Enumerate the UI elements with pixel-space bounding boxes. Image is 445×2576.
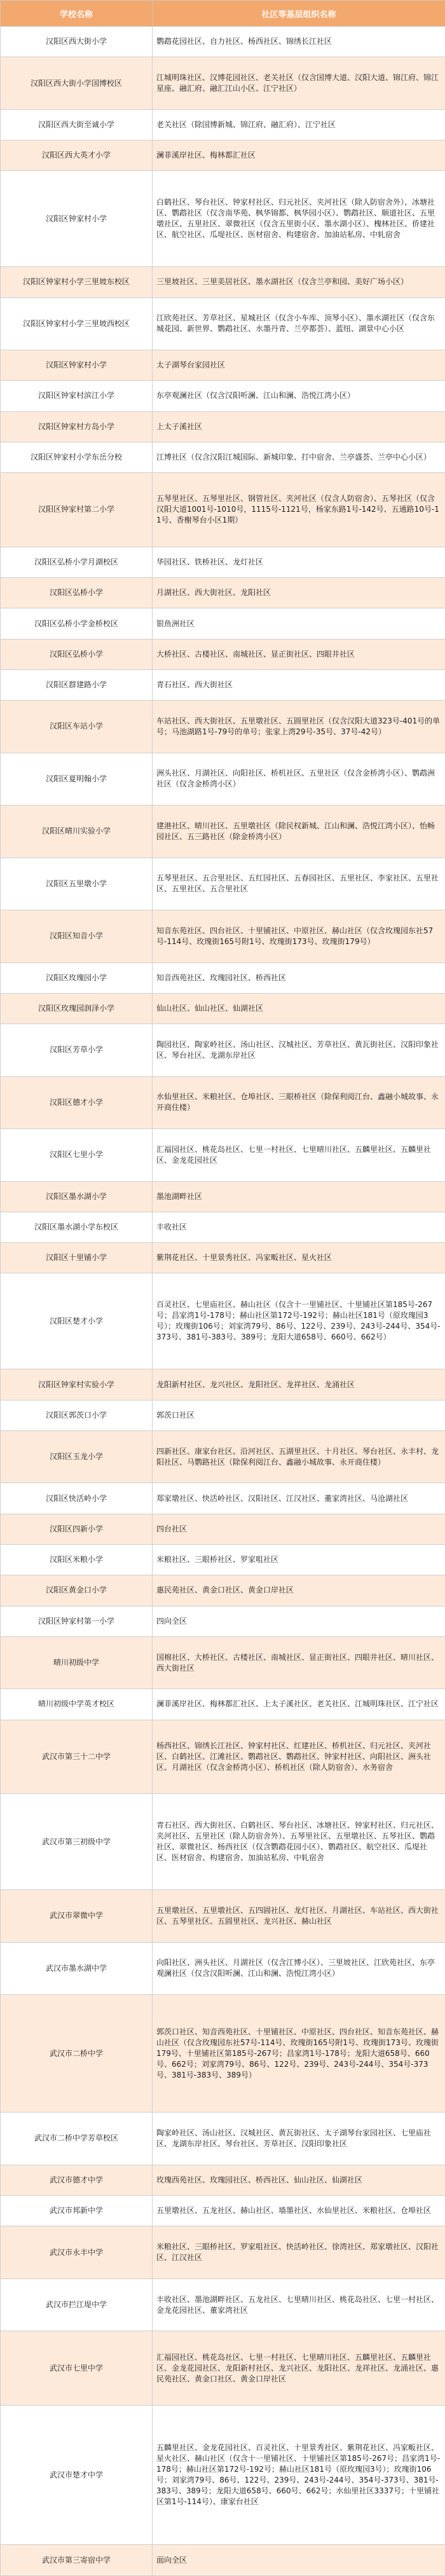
table-row xyxy=(1,109,445,140)
community-list-cell: 江博社区（仅含汉阳江城国际、新城印象、打中宿舍、兰亭盛荟、兰亭中心小区） xyxy=(153,442,445,472)
community-list-cell: 郭茨口社区、知音西苑社区、十里铺社区、中原社区、四台社区、知音东苑社区、赫山社区（仅含玫瑰园东社57号-114号、玫瑰街165号附1号、玫瑰街173号、玫瑰街179号、十里铺社区第185号-267号；昌家湾1号-178号；龙阳大道658号、660号、662号；刘家湾79号、86号、122号、239号、243号-244号、354号-373号、381号-383号、389号） xyxy=(153,1995,445,2113)
table-row xyxy=(1,1606,445,1636)
table-row xyxy=(1,2113,445,2165)
school-name-cell: 汉阳区黄金口小学 xyxy=(1,1575,153,1606)
school-name-cell: 汉阳区玫瑰园小学 xyxy=(1,963,153,993)
school-name-cell: 汉阳区米粮小学 xyxy=(1,1544,153,1575)
table-row xyxy=(1,578,445,608)
table-row xyxy=(1,1181,445,1212)
school-name-cell: 汉阳区弘桥小学 xyxy=(1,578,153,608)
school-name-cell: 汉阳区夏明翰小学 xyxy=(1,753,153,805)
school-name-cell: 汉阳区西大英才小学 xyxy=(1,140,153,171)
community-list-cell: 澜菲溪岸社区、梅林都汇社区 xyxy=(153,140,445,171)
table-row xyxy=(1,993,445,1024)
table-row xyxy=(1,805,445,858)
community-list-cell: 水仙里社区、米粮社区、仓埠社区、三眼桥社区（除保利阅江台、鑫融小城故事、永开商住楼） xyxy=(153,1076,445,1128)
table-row xyxy=(1,267,445,298)
community-list-cell: 鹦鹉花园社区、自力社区、杨西社区、锦绣长江社区 xyxy=(153,27,445,57)
community-list-cell: 太子湖琴台家园社区 xyxy=(153,350,445,380)
school-name-cell: 汉阳区钟家村小学东岳分校 xyxy=(1,442,153,472)
table-row xyxy=(1,1995,445,2113)
community-list-cell: 郑家墩社区、快活岭社区、汉阳社区、江汉社区、董家湾社区、马沧湖社区 xyxy=(153,1483,445,1514)
community-list-cell: 洲头社区、月湖社区、向阳社区、桥机社区、五里社区（仅含金桥湾小区）、鹦鹉洲社区（仅含金桥湾小区） xyxy=(153,753,445,805)
table-row xyxy=(1,411,445,442)
school-name-cell: 汉阳区芳草小学 xyxy=(1,1024,153,1076)
community-list-cell: 四向全区 xyxy=(153,1606,445,1636)
community-list-cell: 澜菲溪岸社区、梅林都汇社区、上太子溪社区、老关社区、江城明珠社区、江宁社区 xyxy=(153,1689,445,1720)
school-name-cell: 汉阳区德才小学 xyxy=(1,1076,153,1128)
school-name-cell: 武汉市第三初级中学 xyxy=(1,1794,153,1890)
table-row xyxy=(1,1369,445,1400)
table-row xyxy=(1,547,445,577)
school-name-cell: 汉阳区西大街至诚小学 xyxy=(1,109,153,140)
table-row xyxy=(1,350,445,380)
school-name-cell: 汉阳区五里墩小学 xyxy=(1,858,153,910)
community-list-cell: 老关社区（除国博新城、锦江府、融汇府）、江宁社区 xyxy=(153,109,445,140)
school-name-cell: 汉阳区弘桥小学 xyxy=(1,639,153,669)
school-name-cell: 武汉市邦新中学 xyxy=(1,2196,153,2226)
school-name-cell: 汉阳区弘桥小学金桥校区 xyxy=(1,608,153,639)
table-row xyxy=(1,1575,445,1606)
table-row xyxy=(1,1794,445,1890)
table-row xyxy=(1,1636,445,1689)
community-list-cell: 陶家岭社区、汤山社区、汉城社区、黄瓦街社区、太子湖琴台家园社区、七里庙社区、龙湖东岸社区、琴台社区、芳草社区、汉阳印象社区 xyxy=(153,2113,445,2165)
table-row xyxy=(1,701,445,753)
school-name-cell: 汉阳区钟家村小学三里坡东校区 xyxy=(1,267,153,298)
school-name-cell: 汉阳区七里小学 xyxy=(1,1129,153,1181)
community-list-cell: 上太子溪社区 xyxy=(153,411,445,442)
school-name-cell: 汉阳区钟家村小学 xyxy=(1,350,153,380)
community-list-cell: 百灵社区、七里庙社区、赫山社区（仅含十一里铺社区、十里铺社区第185号-267号；昌家湾1号-178号；赫山社区第172号-192号；赫山社区181号（原玫瑰园3号）；玫瑰街106号；刘家湾79号、86号、122号、239号、243号-244号、354号-373号、381号-383号、389号；龙阳大道658号、660号、662号） xyxy=(153,1273,445,1369)
table-row xyxy=(1,473,445,547)
table-row xyxy=(1,1514,445,1544)
table-row xyxy=(1,1243,445,1273)
community-list-cell: 汇福园社区、桃花岛社区、七里一村社区、七里晴川社区、五麟里社区、五麟里社区、金龙花园社区 xyxy=(153,1129,445,1181)
community-list-cell: 白鹤社区、琴台社区、钟家村社区、归元社区、夹河社区（除人防宿舍外）、冰塘社区、鹦鹉社区（仅含南华苑、枫华锦都、枫华园小区）、鹦鹉社区、顺道社区、五里墩社区、五里社区、翠微社区（仅含五里街小区、墨水湖小区）、槐林社区、侨建社区、航空社区、瓜堤社区、医材宿舍、构建宿舍、加油站私房、中轧宿舍 xyxy=(153,171,445,267)
school-name-cell: 武汉市第三十二中学 xyxy=(1,1720,153,1794)
school-name-cell: 晴川初级中学 xyxy=(1,1636,153,1689)
school-name-cell: 汉阳区晴川实验小学 xyxy=(1,805,153,858)
community-list-cell: 汇福园社区、桃花岛社区、七里一村社区、七里晴川社区、五麟里社区、五麟里社区、金龙花园社区、龙阳新村社区、龙兴社区、龙阳社区、龙祥社区、龙涌社区、惠民苑社区、黄金口社区、黄金口岸社区 xyxy=(153,2331,445,2406)
school-name-cell: 汉阳区快活岭小学 xyxy=(1,1483,153,1514)
community-list-cell: 四新社区、康家台社区、沿河社区、五湖里社区、十月社区、琴台社区、永丰村、龙阳社区、马鹦路社区（除保利阅江台、鑫融小城故事、永开商住楼） xyxy=(153,1430,445,1483)
table-row xyxy=(1,2405,445,2544)
community-list-cell: 青石社区、西大街社区、白鹤社区、琴台社区、冰塘社区、钟家村社区、归元社区、夹河社区、五里社区（除人防宿舍外）、五琴里社区、五里墩社区、五琴社区、鹦鹉社区、翠微社区、杨西社区（仅含鹦鹉花园小区）、鹦鹉社区、航空社区、瓜堤社区、医材宿舍、构建宿舍、加油站私房、中轧宿舍 xyxy=(153,1794,445,1890)
school-name-cell: 汉阳区车站小学 xyxy=(1,701,153,753)
school-name-cell: 汉阳区玫瑰园润泽小学 xyxy=(1,993,153,1024)
table-row xyxy=(1,1720,445,1794)
school-name-cell: 汉阳区钟家村第一小学 xyxy=(1,1606,153,1636)
community-list-cell: 知音东苑社区、四台社区、十里铺社区、中原社区、赫山社区（仅含玫瑰园东社57号-114号、玫瑰街165号附1号、玫瑰街173号、玫瑰街179号） xyxy=(153,910,445,963)
table-row xyxy=(1,963,445,993)
school-name-cell: 汉阳区弘桥小学月湖校区 xyxy=(1,547,153,577)
table-header-row xyxy=(1,1,445,27)
table-row xyxy=(1,140,445,171)
table-row xyxy=(1,57,445,109)
school-name-cell: 晴川初级中学英才校区 xyxy=(1,1689,153,1720)
community-list-cell: 江城明珠社区、汉博花园社区、老关社区（仅含国博大道、汉阳大道、锦江府、锦江星座、融汇府、融汇江山小区、江宁社区） xyxy=(153,57,445,109)
school-name-cell: 汉阳区西大街小学 xyxy=(1,27,153,57)
community-list-cell: 杨西社区、锦绣长江社区、钟家村社区、红建社区、桥机社区、归元社区、夹河社区、白鹤社区、江滩社区、鹦鹉社区、鹦鹉社区、钟家村社区、向阳社区、洲头社区、月湖社区（仅含金桥湾小区）、桥机社区（除人防宿舍）、水务宿舍 xyxy=(153,1720,445,1794)
header-school-name: 学校名称 xyxy=(1,1,153,27)
community-list-cell: 华园社区、铁桥社区、龙灯社区 xyxy=(153,547,445,577)
table-row xyxy=(1,2545,445,2576)
school-name-cell: 武汉市七里中学 xyxy=(1,2331,153,2406)
school-name-cell: 汉阳区郭茨口小学 xyxy=(1,1400,153,1430)
table-row xyxy=(1,442,445,472)
community-list-cell: 丰收社区 xyxy=(153,1212,445,1242)
school-name-cell: 汉阳区四新小学 xyxy=(1,1514,153,1544)
community-list-cell: 车站社区、西大街社区、五里墩社区、五圆里社区（仅含汉阳大道323号-401号的单号；马池湖路1号-79号的单号；张家上湾29号-35号、37号-42号） xyxy=(153,701,445,753)
community-list-cell: 青石社区、西大街社区 xyxy=(153,669,445,700)
community-list-cell: 银鱼洲社区 xyxy=(153,608,445,639)
school-name-cell: 汉阳区钟家村滨江小学 xyxy=(1,381,153,411)
table-row xyxy=(1,2226,445,2278)
school-name-cell: 汉阳区钟家村小学三里坡西校区 xyxy=(1,298,153,350)
community-list-cell: 惠民苑社区、黄金口社区、黄金口岸社区 xyxy=(153,1575,445,1606)
school-name-cell: 武汉市楚才中学 xyxy=(1,2405,153,2544)
school-name-cell: 汉阳区钟家村第二小学 xyxy=(1,473,153,547)
community-list-cell: 东亭观澜社区（仅含汉阳听澜、江山和澜、浩悦江湾小区） xyxy=(153,381,445,411)
table-row xyxy=(1,381,445,411)
table-row xyxy=(1,1129,445,1181)
school-name-cell: 汉阳区知音小学 xyxy=(1,910,153,963)
community-list-cell: 郭茨口社区 xyxy=(153,1400,445,1430)
community-list-cell: 五麟里社区、金龙花园社区、百灵社区、十里景秀社区、紫荆花社区、冯家畈社区、星火社区、赫山社区（仅含十一里铺社区、十里铺社区第185号-267号；昌家湾1号-178号；赫山社区第172号-192号；赫山社区181号（原玫瑰园3号）；玫瑰街106号；刘家湾79号、86号、122号、239号、243号-244号、354号-373号、381号-383号、389号；龙阳大道658号、660号、662号；水仙里社区3337号；十里铺社区第1号-114号）、康家台社区 xyxy=(153,2405,445,2544)
table-row xyxy=(1,1430,445,1483)
community-list-cell: 龙阳新村社区、龙兴社区、龙阳社区、龙祥社区、龙涌社区 xyxy=(153,1369,445,1400)
community-list-cell: 米粮社区、三眼桥社区、罗家咀社区、快活岭社区、徐湾社区、郑家墩社区、汉阳社区、江汉社区 xyxy=(153,2226,445,2278)
school-name-cell: 武汉市德才中学 xyxy=(1,2165,153,2195)
school-name-cell: 汉阳区钟家村方岛小学 xyxy=(1,411,153,442)
school-name-cell: 武汉市拦江堤中学 xyxy=(1,2278,153,2331)
school-name-cell: 武汉市翠微中学 xyxy=(1,1890,153,1942)
table-row xyxy=(1,858,445,910)
table-row xyxy=(1,1024,445,1076)
community-list-cell: 三里坡社区、三里美居社区、墨水湖社区（仅含兰亭和园、美好广场小区） xyxy=(153,267,445,298)
community-list-cell: 米粮社区、三眼桥社区、罗家咀社区 xyxy=(153,1544,445,1575)
table-row xyxy=(1,2331,445,2406)
community-list-cell: 知音西苑社区、玫瑰园社区、桥西社区 xyxy=(153,963,445,993)
community-list-cell: 江欣苑社区、芳草社区、星城社区（仅含小车库、顶琴小区）、墨水湖社区（仅含东城花园、新世界、鹦鹉社区、水墨丹青、兰亭都荟）、蓝纽、湖景中心小区 xyxy=(153,298,445,350)
table-row xyxy=(1,1483,445,1514)
school-name-cell: 汉阳区玉龙小学 xyxy=(1,1430,153,1483)
table-row xyxy=(1,27,445,57)
school-name-cell: 武汉市永丰中学 xyxy=(1,2226,153,2278)
school-name-cell: 汉阳区十里铺小学 xyxy=(1,1243,153,1273)
school-name-cell: 武汉市墨水湖中学 xyxy=(1,1942,153,1994)
table-row xyxy=(1,1942,445,1994)
school-name-cell: 汉阳区西大街小学国博校区 xyxy=(1,57,153,109)
table-row xyxy=(1,669,445,700)
community-list-cell: 紫荆花社区、十里景秀社区、冯家畈社区、星火社区 xyxy=(153,1243,445,1273)
school-name-cell: 汉阳区钟家村小学 xyxy=(1,171,153,267)
community-list-cell: 面向全区 xyxy=(153,2545,445,2576)
school-name-cell: 汉阳区钟家村实验小学 xyxy=(1,1369,153,1400)
community-list-cell: 墨池湖畔社区 xyxy=(153,1181,445,1212)
table-row xyxy=(1,753,445,805)
table-row xyxy=(1,2278,445,2331)
table-row xyxy=(1,2165,445,2195)
table-row xyxy=(1,639,445,669)
community-list-cell: 五琴里社区、五琴里社区、钢管社区、夹河社区（仅含人防宿舍）、五琴社区（仅含汉阳大道1001号-1010号，1115号-1121号，杨家东路1号-142号、五通路10号-11号、香榭琴台小区1期） xyxy=(153,473,445,547)
community-list-cell: 四台社区 xyxy=(153,1514,445,1544)
header-community-name: 社区等基层组织名称 xyxy=(153,1,445,27)
community-list-cell: 建港社区、晴川社区、五里墩社区（除民权新城、江山和澜、浩悦江湾小区）、怡畅园社区、五三路社区（除金桥湾小区） xyxy=(153,805,445,858)
table-row xyxy=(1,1689,445,1720)
school-name-cell: 武汉市二桥中学芳草校区 xyxy=(1,2113,153,2165)
school-name-cell: 汉阳区楚才小学 xyxy=(1,1273,153,1369)
school-name-cell: 汉阳区墨水湖小学东校区 xyxy=(1,1212,153,1242)
table-row xyxy=(1,1273,445,1369)
table-row xyxy=(1,608,445,639)
school-name-cell: 武汉市二桥中学 xyxy=(1,1995,153,2113)
community-list-cell: 丰收社区、墨池湖畔社区、五龙社区、七里晴川社区、桃花岛社区、七里一村社区、金龙花园社区、董家湾社区 xyxy=(153,2278,445,2331)
school-name-cell: 汉阳区墨水湖小学 xyxy=(1,1181,153,1212)
table-row xyxy=(1,1544,445,1575)
table-row xyxy=(1,1212,445,1242)
table-row xyxy=(1,2196,445,2226)
community-list-cell: 五琴里社区、五合里社区、五红园社区、五春园社区、五里社区、李家社区、五里社区、五里社区、五合里社区 xyxy=(153,858,445,910)
school-name-cell: 武汉市第三寄宿中学 xyxy=(1,2545,153,2576)
community-list-cell: 五里墩社区、五龙社区、赫山社区、墙墨社区、水仙里社区、米粮社区、仓埠社区 xyxy=(153,2196,445,2226)
table-row xyxy=(1,298,445,350)
table-row xyxy=(1,171,445,267)
table-row xyxy=(1,1890,445,1942)
table-row xyxy=(1,1400,445,1430)
community-list-cell: 月湖社区、西大街社区、龙阳社区 xyxy=(153,578,445,608)
community-list-cell: 仙山社区、仙山社区、仙湖社区 xyxy=(153,993,445,1024)
school-name-cell: 汉阳区群建路小学 xyxy=(1,669,153,700)
community-list-cell: 向阳社区、洲头社区、月湖社区（仅含江博小区）、三里坡社区、江欣苑社区、东亭观澜社区（仅含汉阳听澜、江山和澜、浩悦江湾小区） xyxy=(153,1942,445,1994)
table-row xyxy=(1,910,445,963)
community-list-cell: 国棉社区、大桥社区、古楼社区、南城社区、显正街社区、四眼井社区、晴川社区、西大街社区 xyxy=(153,1636,445,1689)
table-row xyxy=(1,1076,445,1128)
community-list-cell: 五里墩社区、五里墩社区、五四圆社区、龙灯社区、月湖社区、车站社区、西大街社区、五琴里社区、五圆里社区、龙兴社区、赫山社区 xyxy=(153,1890,445,1942)
community-list-cell: 陶园社区、陶家岭社区、汤山社区、汉城社区、芳草社区、黄瓦街社区、汉阳印象社区、琴台社区、龙湖东岸社区 xyxy=(153,1024,445,1076)
community-list-cell: 玫瑰西苑社区、玫瑰园社区、桥西社区、仙山社区、仙湖社区 xyxy=(153,2165,445,2195)
community-list-cell: 大桥社区、古楼社区、南城社区、显正街社区、四眼井社区 xyxy=(153,639,445,669)
